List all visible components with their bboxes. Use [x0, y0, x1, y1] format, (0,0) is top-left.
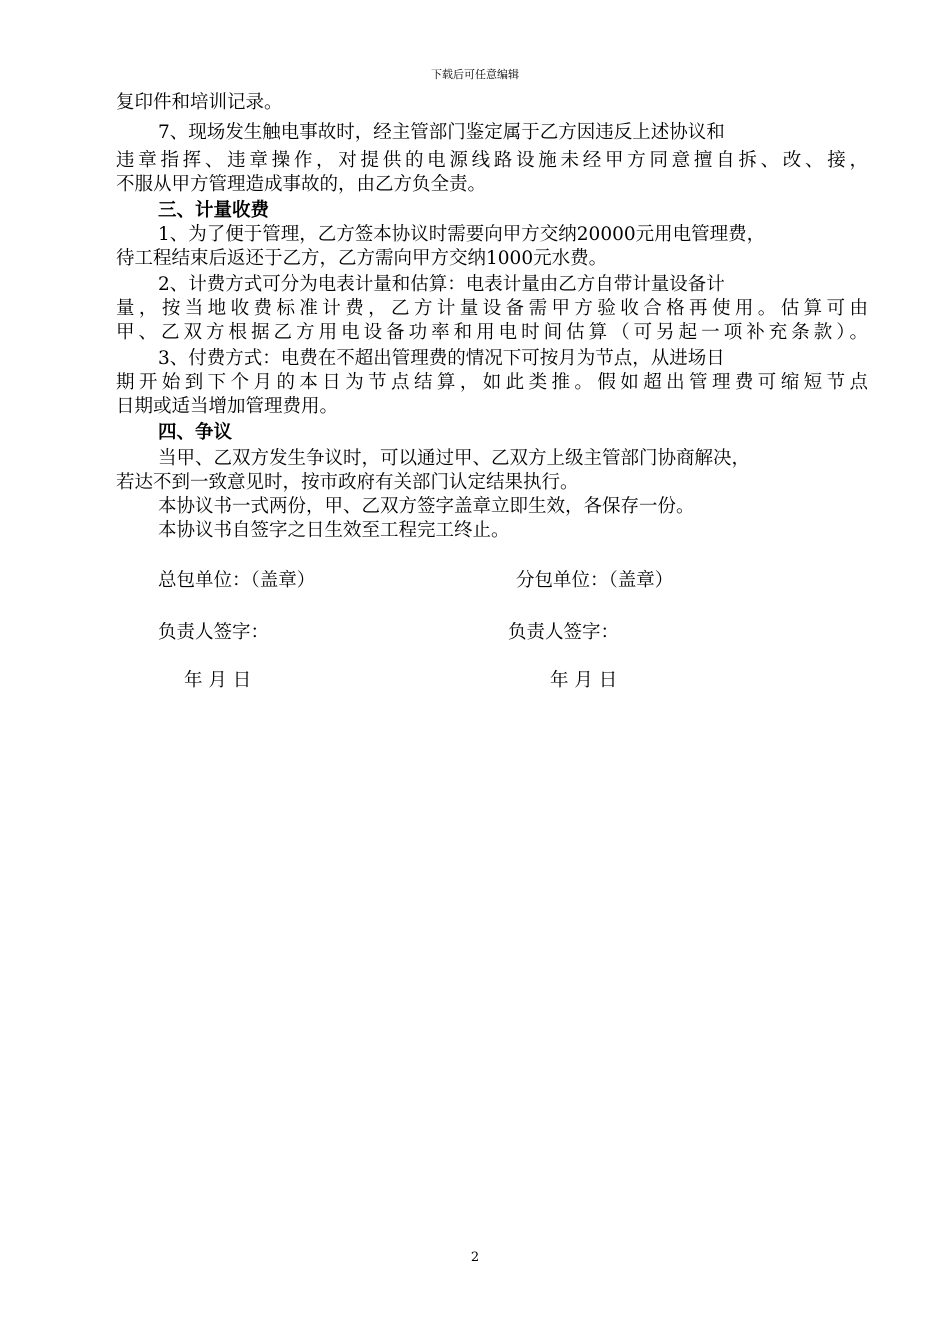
- subcontractor-signature-label: 负责人签字：: [508, 622, 620, 643]
- paragraph-line: 不服从甲方管理造成事故的，由乙方负全责。: [116, 174, 487, 195]
- paragraph-line: 3、付费方式：电费在不超出管理费的情况下可按月为节点，从进场日: [158, 348, 725, 369]
- subcontractor-seal-label: 分包单位：（盖章）: [516, 570, 674, 591]
- paragraph-line: 本协议书自签字之日生效至工程完工终止。: [158, 520, 510, 541]
- paragraph-line: 待工程结束后返还于乙方，乙方需向甲方交纳1000元水费。: [116, 248, 608, 269]
- paragraph-line: 复印件和培训记录。: [116, 92, 283, 113]
- paragraph-line: 当甲、乙双方发生争议时，可以通过甲、乙双方上级主管部门协商解决，: [158, 448, 751, 469]
- paragraph-line: 7、现场发生触电事故时，经主管部门鉴定属于乙方因违反上述协议和: [158, 122, 725, 143]
- paragraph-line: 违章指挥、违章操作，对提供的电源线路设施未经甲方同意擅自拆、改、接，: [116, 150, 868, 171]
- paragraph-line: 2、计费方式可分为电表计量和估算：电表计量由乙方自带计量设备计: [158, 274, 725, 295]
- general-contractor-seal-label: 总包单位：（盖章）: [158, 570, 316, 591]
- general-contractor-date-label: 年 月 日: [184, 670, 252, 691]
- paragraph-line: 日期或适当增加管理费用。: [116, 396, 339, 417]
- section-heading-4: 四、争议: [158, 422, 233, 443]
- paragraph-line: 甲、乙双方根据乙方用电设备功率和用电时间估算（可另起一项补充条款）。: [116, 322, 868, 343]
- paragraph-line: 期开始到下个月的本日为节点结算，如此类推。假如超出管理费可缩短节点: [116, 372, 868, 393]
- page-header: 下载后可任意编辑: [431, 68, 519, 81]
- subcontractor-date-label: 年 月 日: [550, 670, 618, 691]
- section-heading-3: 三、计量收费: [158, 200, 270, 221]
- general-contractor-signature-label: 负责人签字：: [158, 622, 270, 643]
- page-number: 2: [470, 1250, 480, 1265]
- paragraph-line: 本协议书一式两份，甲、乙双方签字盖章立即生效，各保存一份。: [158, 496, 695, 517]
- paragraph-line: 量，按当地收费标准计费，乙方计量设备需甲方验收合格再使用。估算可由: [116, 298, 868, 319]
- paragraph-line: 若达不到一致意见时，按市政府有关部门认定结果执行。: [116, 472, 579, 493]
- paragraph-line: 1、为了便于管理，乙方签本协议时需要向甲方交纳20000元用电管理费，: [158, 224, 766, 245]
